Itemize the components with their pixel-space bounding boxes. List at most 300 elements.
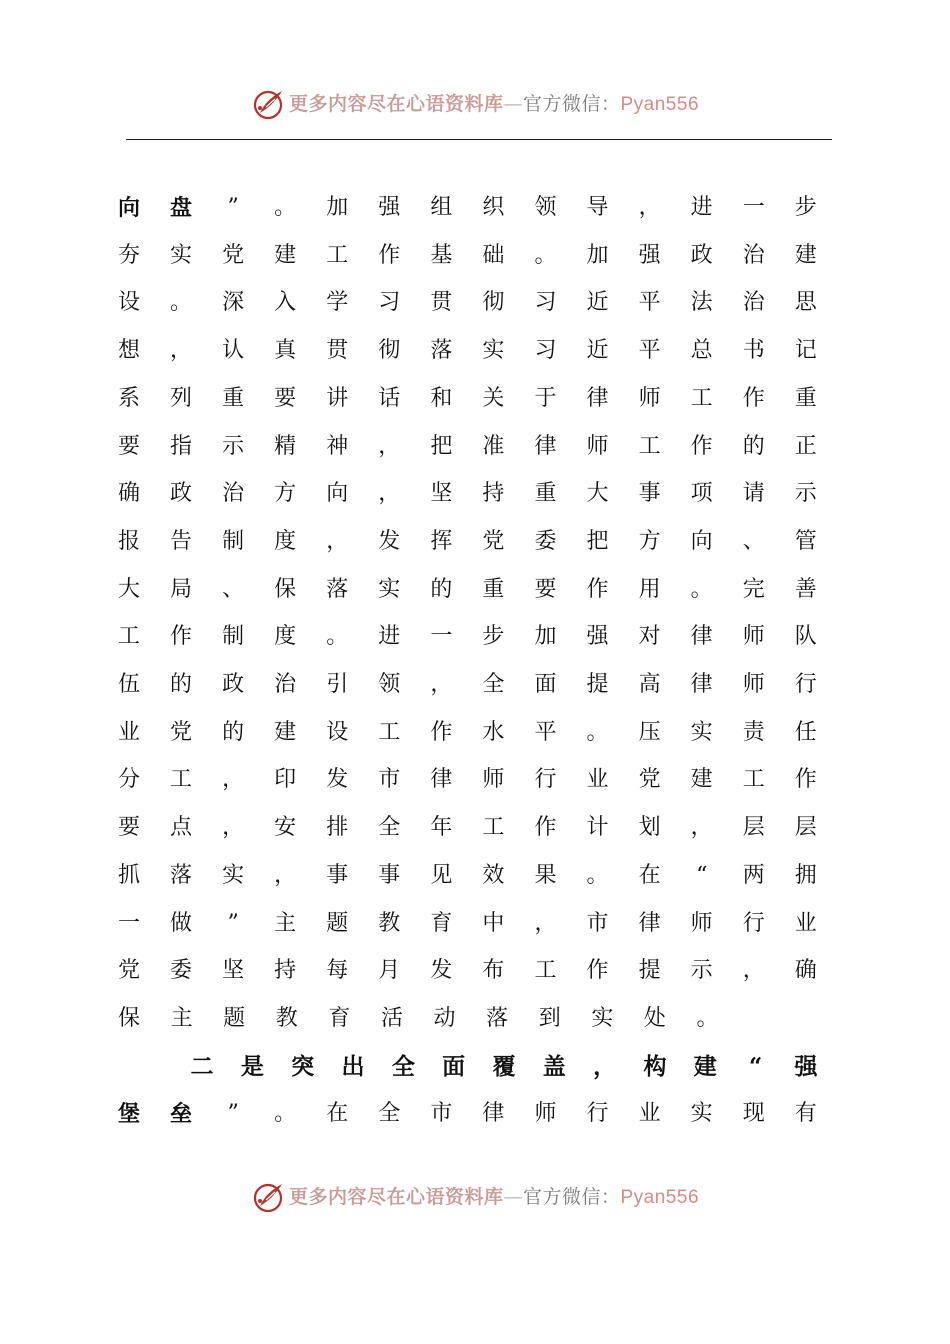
text-char: 作 — [170, 624, 193, 650]
text-char: 基 — [430, 242, 453, 268]
text-char: 发 — [326, 767, 349, 793]
text-char: 发 — [430, 958, 453, 984]
text-char: 。 — [690, 576, 713, 602]
text-char: 入 — [274, 290, 297, 316]
text-char: 提 — [638, 958, 661, 984]
text-char: 落 — [326, 576, 349, 602]
text-line — [117, 619, 818, 655]
text-char: 分 — [117, 767, 140, 793]
text-line — [117, 810, 818, 846]
text-char: 用 — [638, 576, 661, 602]
text-char: 伍 — [117, 672, 140, 697]
text-line — [117, 476, 818, 512]
text-char: 总 — [690, 338, 713, 364]
text-char: 育 — [328, 1005, 351, 1031]
watermark-dash: — — [503, 92, 523, 115]
text-char: 实 — [690, 1101, 713, 1127]
text-char: “ — [748, 1053, 763, 1081]
text-char: ， — [274, 862, 297, 888]
text-char: 出 — [341, 1053, 365, 1081]
text-line — [117, 762, 818, 798]
watermark-text — [288, 92, 700, 115]
text-char: 完 — [742, 576, 765, 602]
text-char: 的 — [742, 433, 765, 459]
text-char: 法 — [690, 290, 713, 316]
text-char: 步 — [482, 624, 505, 650]
text-char: 党 — [170, 719, 193, 745]
text-char: 业 — [638, 1101, 661, 1127]
text-char: 业 — [586, 767, 609, 793]
text-char: 强 — [638, 242, 661, 268]
text-char: 拥 — [794, 862, 817, 888]
text-char: 党 — [222, 242, 245, 268]
text-char: 织 — [482, 195, 505, 220]
text-char: 神 — [326, 433, 349, 459]
text-char: 础 — [482, 242, 505, 268]
text-line — [117, 715, 818, 751]
text-line — [117, 429, 818, 465]
text-char: 教 — [275, 1005, 298, 1031]
text-char: 请 — [742, 481, 765, 507]
text-char: 印 — [274, 767, 297, 793]
text-char: 平 — [534, 719, 557, 745]
text-char: 委 — [534, 528, 557, 554]
text-char: 律 — [690, 672, 713, 697]
text-char: 善 — [794, 576, 817, 602]
text-char: 作 — [534, 815, 557, 841]
text-line — [117, 238, 818, 274]
text-char: 关 — [482, 385, 505, 411]
text-char: 大 — [586, 481, 609, 507]
text-char: 方 — [274, 481, 297, 507]
text-char: 确 — [794, 958, 817, 984]
text-char: 工 — [117, 624, 140, 650]
footer-watermark — [0, 1177, 950, 1217]
text-char: 向 — [326, 481, 349, 507]
text-char: 坚 — [430, 481, 453, 507]
text-char: 教 — [378, 910, 401, 936]
text-line — [117, 1001, 720, 1037]
text-char: 记 — [794, 338, 817, 364]
text-char: 计 — [586, 815, 609, 841]
text-char: 作 — [742, 385, 765, 411]
text-char: 向 — [690, 528, 713, 554]
text-char: 落 — [430, 338, 453, 364]
text-char: 建 — [690, 767, 713, 793]
text-char: 平 — [638, 338, 661, 364]
text-char: 层 — [742, 815, 765, 841]
text-char: ” — [227, 195, 239, 220]
text-char: 市 — [430, 1101, 453, 1127]
text-line — [117, 667, 818, 703]
text-char: 工 — [534, 958, 557, 984]
text-line — [190, 1049, 818, 1085]
text-char: 实 — [690, 719, 713, 745]
text-char: 度 — [274, 528, 297, 554]
text-char: 构 — [643, 1053, 667, 1081]
text-char: 处 — [643, 1005, 666, 1031]
text-char: 的 — [170, 672, 193, 697]
text-char: 彻 — [378, 338, 401, 364]
watermark-text — [288, 1185, 700, 1208]
text-char: 局 — [170, 576, 193, 602]
text-char: 工 — [638, 433, 661, 459]
text-char: 保 — [117, 1005, 140, 1031]
text-char: 于 — [534, 385, 557, 411]
text-char: 制 — [222, 624, 245, 650]
text-char: 平 — [638, 290, 661, 316]
text-char: 作 — [430, 719, 453, 745]
text-char: 全 — [391, 1053, 415, 1081]
text-char: 持 — [274, 958, 297, 984]
text-char: 指 — [170, 433, 193, 459]
text-char: 划 — [638, 815, 661, 841]
text-char: 话 — [378, 385, 401, 411]
text-char: 强 — [378, 195, 401, 220]
text-char: 动 — [433, 1005, 456, 1031]
text-char: 盘 — [170, 195, 193, 221]
text-char: 重 — [534, 481, 557, 507]
text-char: 律 — [430, 767, 453, 793]
text-char: 两 — [742, 862, 765, 888]
text-char: 建 — [794, 242, 817, 268]
text-line — [117, 524, 818, 560]
text-char: 育 — [430, 910, 453, 936]
text-char: 示 — [222, 433, 245, 459]
text-char: 在 — [638, 862, 661, 888]
text-char: 律 — [534, 433, 557, 459]
text-char: 盖 — [542, 1053, 566, 1081]
text-char: 和 — [430, 385, 453, 411]
text-line — [117, 1096, 818, 1132]
text-char: 实 — [378, 576, 401, 602]
watermark-id: Pyan556 — [620, 93, 700, 115]
text-char: 全 — [482, 672, 505, 697]
text-char: 管 — [794, 528, 817, 554]
text-char: 安 — [274, 815, 297, 841]
text-char: 挥 — [430, 528, 453, 554]
text-char: 认 — [222, 338, 245, 364]
text-char: 提 — [586, 672, 609, 697]
text-char: 突 — [291, 1053, 315, 1081]
text-char: 责 — [742, 719, 765, 745]
text-char: 。 — [534, 242, 557, 268]
text-char: ， — [593, 1053, 617, 1081]
text-char: 引 — [326, 672, 349, 697]
text-char: 一 — [117, 910, 140, 936]
text-char: 报 — [117, 528, 140, 554]
text-char: ， — [378, 433, 401, 459]
text-char: 。 — [274, 1101, 297, 1127]
text-char: ， — [534, 910, 557, 936]
text-char: ， — [690, 815, 713, 841]
text-char: 的 — [222, 719, 245, 745]
text-char: 真 — [274, 338, 297, 364]
text-char: 律 — [482, 1101, 505, 1127]
text-char: 建 — [274, 719, 297, 745]
text-char: 思 — [794, 290, 817, 316]
text-char: 行 — [794, 672, 817, 697]
text-char: 重 — [222, 385, 245, 411]
text-char: 准 — [482, 433, 505, 459]
text-line — [117, 333, 818, 369]
text-char: ， — [638, 195, 661, 220]
text-char: 发 — [378, 528, 401, 554]
text-char: 设 — [117, 290, 140, 316]
text-char: 律 — [690, 624, 713, 650]
text-char: 效 — [482, 862, 505, 888]
text-char: 师 — [482, 767, 505, 793]
text-char: 工 — [482, 815, 505, 841]
text-char: 近 — [586, 338, 609, 364]
text-char: 。 — [696, 1005, 719, 1031]
quill-logo-icon — [251, 1179, 287, 1215]
text-char: 作 — [794, 767, 817, 793]
text-char: 做 — [170, 910, 193, 936]
text-char: 师 — [534, 1101, 557, 1127]
text-char: 堡 — [117, 1101, 140, 1128]
text-char: 彻 — [482, 290, 505, 316]
text-char: 活 — [380, 1005, 403, 1031]
text-char: 实 — [591, 1005, 614, 1031]
text-char: ， — [430, 672, 453, 697]
watermark-label: 官方微信： — [522, 1185, 621, 1208]
text-char: 组 — [430, 195, 453, 220]
text-line — [117, 906, 818, 942]
text-line — [117, 953, 818, 989]
text-char: 工 — [170, 767, 193, 793]
text-char: 主 — [170, 1005, 193, 1031]
text-char: 市 — [586, 910, 609, 936]
watermark-main: 更多内容尽在心语资料库 — [288, 1185, 504, 1208]
text-char: 对 — [638, 624, 661, 650]
watermark-id: Pyan556 — [620, 1186, 700, 1208]
text-char: 要 — [274, 385, 297, 411]
text-char: 列 — [170, 385, 193, 411]
text-char: 书 — [742, 338, 765, 364]
text-line — [117, 285, 818, 321]
text-char: 是 — [240, 1053, 264, 1081]
text-char: ， — [222, 815, 245, 841]
text-char: 事 — [378, 862, 401, 888]
text-char: 近 — [586, 290, 609, 316]
text-char: 确 — [117, 481, 140, 507]
text-char: 向 — [117, 195, 140, 221]
text-char: 落 — [170, 862, 193, 888]
text-char: 工 — [326, 242, 349, 268]
text-char: 年 — [430, 815, 453, 841]
text-char: 习 — [534, 290, 557, 316]
text-char: 大 — [117, 576, 140, 602]
text-char: 示 — [690, 958, 713, 984]
text-char: 压 — [638, 719, 661, 745]
text-char: 每 — [326, 958, 349, 984]
text-char: 加 — [326, 195, 349, 220]
text-char: 师 — [690, 910, 713, 936]
text-char: 师 — [742, 672, 765, 697]
text-char: 题 — [223, 1005, 246, 1031]
text-char: ， — [222, 767, 245, 793]
text-char: 党 — [482, 528, 505, 554]
text-char: 贯 — [430, 290, 453, 316]
text-char: 要 — [534, 576, 557, 602]
text-char: 想 — [117, 338, 140, 364]
text-char: 布 — [482, 958, 505, 984]
text-char: 行 — [534, 767, 557, 793]
text-char: 习 — [534, 338, 557, 364]
text-char: 讲 — [326, 385, 349, 411]
text-char: ” — [227, 910, 239, 936]
text-char: 一 — [742, 195, 765, 220]
text-char: ， — [326, 528, 349, 554]
text-char: 建 — [274, 242, 297, 268]
text-char: 在 — [326, 1101, 349, 1127]
text-char: 要 — [117, 815, 140, 841]
text-char: 政 — [222, 672, 245, 697]
text-char: 加 — [586, 242, 609, 268]
text-char: “ — [696, 862, 708, 888]
text-char: 水 — [482, 719, 505, 745]
text-char: 强 — [586, 624, 609, 650]
text-char: 治 — [742, 290, 765, 316]
text-char: 度 — [274, 624, 297, 650]
text-char: 。 — [586, 862, 609, 888]
text-char: 排 — [326, 815, 349, 841]
text-char: 持 — [482, 481, 505, 507]
text-char: 治 — [274, 672, 297, 697]
text-char: 作 — [690, 433, 713, 459]
text-char: 作 — [378, 242, 401, 268]
text-char: 二 — [190, 1053, 214, 1081]
text-char: 学 — [326, 290, 349, 316]
watermark-dash: — — [503, 1185, 523, 1208]
text-char: 作 — [586, 958, 609, 984]
text-char: 夯 — [117, 242, 140, 268]
text-char: 落 — [486, 1005, 509, 1031]
text-char: 党 — [638, 767, 661, 793]
text-char: 精 — [274, 433, 297, 459]
text-char: 制 — [222, 528, 245, 554]
text-char: 深 — [222, 290, 245, 316]
text-char: 步 — [794, 195, 817, 220]
text-char: 治 — [222, 481, 245, 507]
text-char: 垒 — [170, 1101, 193, 1128]
text-char: ， — [378, 481, 401, 507]
text-char: 。 — [274, 195, 297, 220]
text-char: 主 — [274, 910, 297, 936]
text-char: 委 — [170, 958, 193, 984]
text-char: 。 — [326, 624, 349, 650]
text-char: 工 — [690, 385, 713, 411]
text-char: 告 — [170, 528, 193, 554]
header-watermark — [0, 84, 950, 124]
text-char: 全 — [378, 815, 401, 841]
text-char: 师 — [586, 433, 609, 459]
text-line — [117, 190, 818, 226]
header-divider — [126, 139, 832, 140]
text-char: 有 — [794, 1101, 817, 1127]
text-char: 现 — [742, 1101, 765, 1127]
text-char: 把 — [586, 528, 609, 554]
text-char: 业 — [117, 719, 140, 745]
text-char: 实 — [222, 862, 245, 888]
text-char: 高 — [638, 672, 661, 697]
text-char: 保 — [274, 576, 297, 602]
text-char: 。 — [170, 290, 193, 316]
text-char: 作 — [586, 576, 609, 602]
text-char: 实 — [170, 242, 193, 268]
text-char: 队 — [794, 624, 817, 650]
text-char: 工 — [378, 719, 401, 745]
text-char: 把 — [430, 433, 453, 459]
text-char: 行 — [742, 910, 765, 936]
text-char: ， — [742, 958, 765, 984]
text-char: 领 — [534, 195, 557, 220]
text-char: 进 — [378, 624, 401, 650]
text-line — [117, 381, 818, 417]
text-char: 重 — [794, 385, 817, 411]
text-char: 正 — [794, 433, 817, 459]
text-char: 领 — [378, 672, 401, 697]
text-char: 业 — [794, 910, 817, 936]
text-char: 题 — [326, 910, 349, 936]
text-char: 全 — [378, 1101, 401, 1127]
text-char: 。 — [586, 719, 609, 745]
text-char: 设 — [326, 719, 349, 745]
text-char: 加 — [534, 624, 557, 650]
text-char: 、 — [222, 576, 245, 602]
watermark-label: 官方微信： — [522, 92, 621, 115]
text-char: 行 — [586, 1101, 609, 1127]
text-char: 习 — [378, 290, 401, 316]
text-char: 律 — [638, 910, 661, 936]
text-char: 系 — [117, 385, 140, 411]
text-char: ， — [170, 338, 193, 364]
text-char: 月 — [378, 958, 401, 984]
text-char: 律 — [586, 385, 609, 411]
text-char: 果 — [534, 862, 557, 888]
text-char: 见 — [430, 862, 453, 888]
text-char: 政 — [170, 481, 193, 507]
text-char: 治 — [742, 242, 765, 268]
text-char: 到 — [538, 1005, 561, 1031]
text-char: 事 — [326, 862, 349, 888]
text-char: ” — [227, 1101, 239, 1127]
text-char: 工 — [742, 767, 765, 793]
text-char: 师 — [742, 624, 765, 650]
text-char: 导 — [586, 195, 609, 220]
text-char: 的 — [430, 576, 453, 602]
text-char: 一 — [430, 624, 453, 650]
text-char: 进 — [690, 195, 713, 220]
text-char: 事 — [638, 481, 661, 507]
text-char: 师 — [638, 385, 661, 411]
text-char: 任 — [794, 719, 817, 745]
text-char: 项 — [690, 481, 713, 507]
text-char: 建 — [693, 1053, 717, 1081]
text-char: 要 — [117, 433, 140, 459]
text-char: 强 — [794, 1053, 818, 1081]
text-char: 覆 — [492, 1053, 516, 1081]
text-char: 示 — [794, 481, 817, 507]
text-char: 中 — [482, 910, 505, 936]
text-char: 重 — [482, 576, 505, 602]
text-char: 党 — [117, 958, 140, 984]
text-char: 方 — [638, 528, 661, 554]
text-char: 市 — [378, 767, 401, 793]
text-char: 、 — [742, 528, 765, 554]
text-line — [117, 858, 818, 894]
